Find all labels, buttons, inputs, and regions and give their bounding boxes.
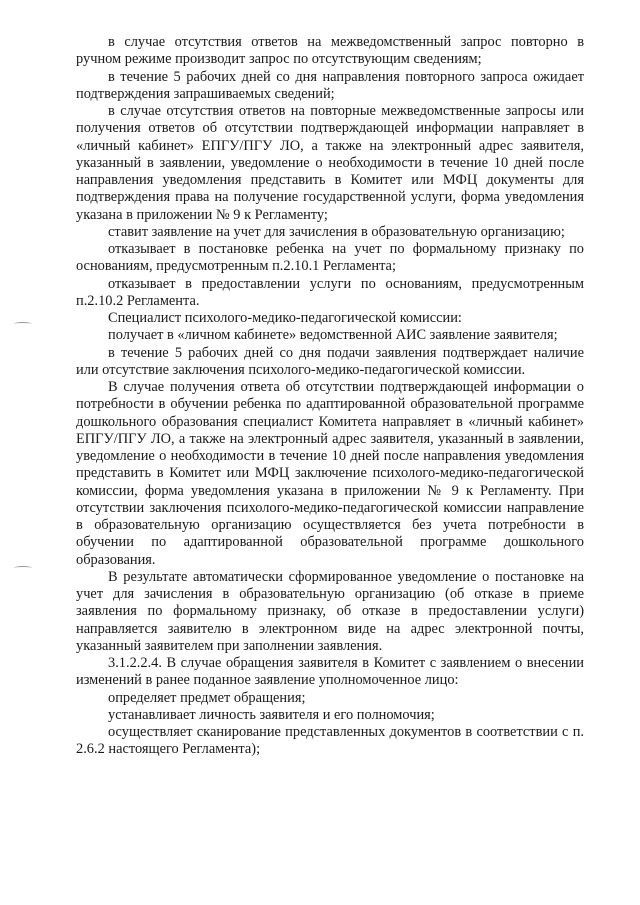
paragraph: в случае отсутствия ответов на повторные межведомственные запросы или получения ответов об отсутствии подтверждающей информации направляет в «личный кабинет» ЕПГУ/ПГУ ЛО, а также на электронный адрес заявителя, указанный в заявлении, уведомление о необходимости в течение 10 дней после направления уведомления представить в Комитет или МФЦ документы для подтверждения права на получение государственной услуги, форма уведомления указана в приложении № 9 к Регламенту; xyxy=(76,103,584,223)
paragraph: Специалист психолого-медико-педагогической комиссии: xyxy=(108,310,462,326)
paragraph: устанавливает личность заявителя и его полномочия; xyxy=(108,706,435,723)
paragraph: определяет предмет обращения; xyxy=(108,689,306,706)
paragraph: в течение 5 рабочих дней со дня подачи заявления подтверждает наличие или отсутствие заключения психолого-медико-педагогической комиссии. xyxy=(76,344,584,378)
paragraph: В случае получения ответа об отсутствии подтверждающей информации о потребности в обучении ребенка по адаптированной образовательной программе дошкольного образования специалист Комитета направляет в «личный кабинет» ЕПГУ/ПГУ ЛО, а также на электронный адрес заявителя, указанный в заявлении, уведомление о необходимости в течение 10 дней после направления уведомления представить в Комитет или МФЦ заключение психолого-медико-педагогической комиссии, форма уведомления указана в приложении № 9 к Регламенту. При отсутствии заключения психолого-медико-педагогической комиссии направление в образовательную организацию осуществляется без учета потребности в обучении по адаптированной образовательной программе дошкольного образования. xyxy=(76,379,584,568)
paragraph: В результате автоматически сформированное уведомление о постановке на учет для зачисления в образовательную организацию (об отказе в приеме заявления по формальному признаку, об отказе в предоставлении услуги) направляется заявителю в электронном виде на адрес электронной почты, указанный заявителем при заполнении заявления. xyxy=(76,568,584,654)
scan-margin-mark xyxy=(14,322,32,326)
paragraph: 3.1.2.2.4. В случае обращения заявителя в Комитет с заявлением о внесении изменений в ранее поданное заявление уполномоченное лицо: xyxy=(76,655,584,689)
paragraph: получает в «личном кабинете» ведомственной АИС заявление заявителя; xyxy=(108,327,558,344)
paragraph: осуществляет сканирование представленных документов в соответствии с п. 2.6.2 настоящего Регламента); xyxy=(76,724,584,758)
document-page xyxy=(76,34,584,759)
paragraph: отказывает в постановке ребенка на учет по формальному признаку по основаниям, предусмотренным п.2.10.1 Регламента; xyxy=(76,241,584,275)
paragraph: отказывает в предоставлении услуги по основаниям, предусмотренным п.2.10.2 Регламента. xyxy=(76,275,584,309)
paragraph: ставит заявление на учет для зачисления в образовательную организацию; xyxy=(108,223,565,240)
scan-margin-mark xyxy=(14,566,32,570)
paragraph: в течение 5 рабочих дней со дня направления повторного запроса ожидает подтверждения запрашиваемых сведений; xyxy=(76,68,584,102)
paragraph: в случае отсутствия ответов на межведомственный запрос повторно в ручном режиме производит запрос по отсутствующим сведениям; xyxy=(76,34,584,68)
